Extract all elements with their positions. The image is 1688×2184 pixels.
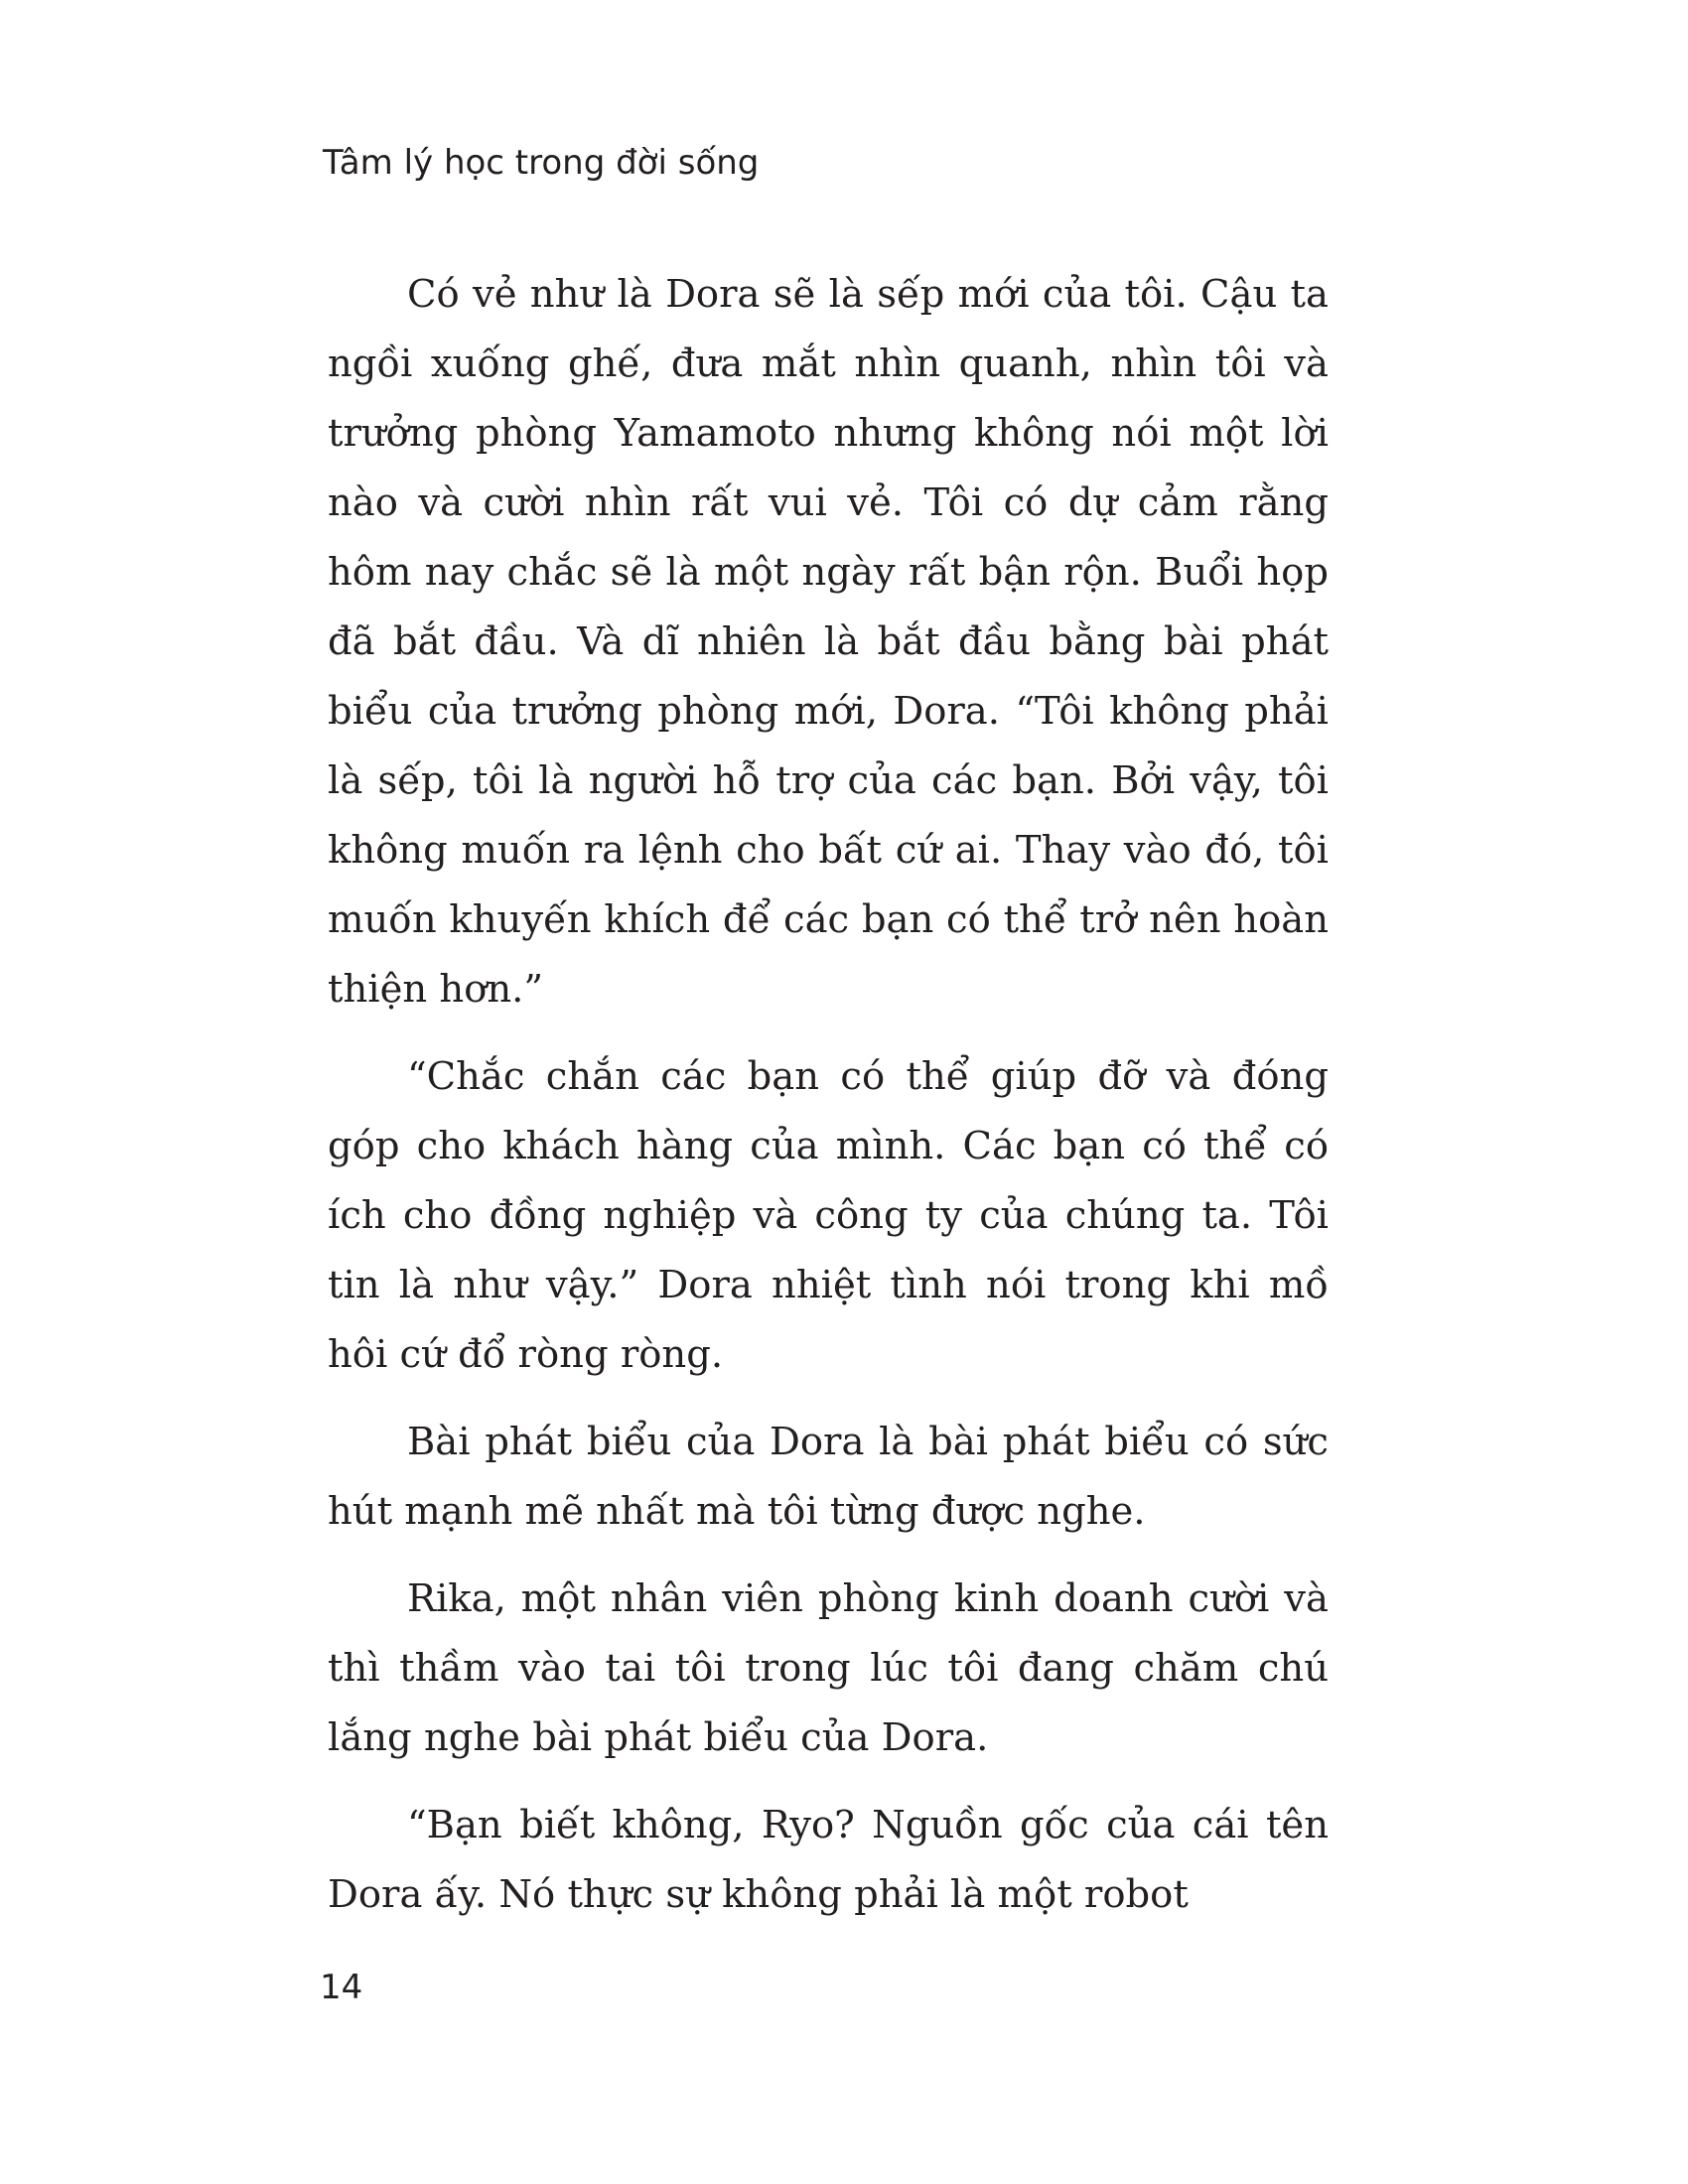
page-number: 14 — [320, 1968, 363, 2007]
paragraph: Bài phát biểu của Dora là bài phát biểu có sức hút mạnh mẽ nhất mà tôi từng được nghe. — [328, 1420, 1329, 1534]
running-header: Tâm lý học trong đời sống — [323, 143, 760, 183]
paragraph: “Bạn biết không, Ryo? Nguồn gốc của cái tên Dora ấy. Nó thực sự không phải là một robot — [328, 1803, 1329, 1917]
paragraph: Có vẻ như là Dora sẽ là sếp mới của tôi. Cậu ta ngồi xuống ghế, đưa mắt nhìn quanh, nhìn tôi và trưởng phòng Yamamoto nhưng không nói một lời nào và cười nhìn rất vui vẻ. Tôi có dự cảm rằng hôm nay chắc sẽ là một ngày rất bận rộn. Buổi họp đã bắt đầu. Và dĩ nhiên là bắt đầu bằng bài phát biểu của trưởng phòng mới, Dora. “Tôi không phải là sếp, tôi là người hỗ trợ của các bạn. Bởi vậy, tôi không muốn ra lệnh cho bất cứ ai. Thay vào đó, tôi muốn khuyến khích để các bạn có thể trở nên hoàn thiện hơn.” — [328, 272, 1329, 1012]
paragraph: “Chắc chắn các bạn có thể giúp đỡ và đóng góp cho khách hàng của mình. Các bạn có thể có ích cho đồng nghiệp và công ty của chúng ta. Tôi tin là như vậy.” Dora nhiệt tình nói trong khi mồ hôi cứ đổ ròng ròng. — [328, 1054, 1329, 1377]
body-text — [328, 260, 1329, 1948]
paragraph: Rika, một nhân viên phòng kinh doanh cười và thì thầm vào tai tôi trong lúc tôi đang chăm chú lắng nghe bài phát biểu của Dora. — [328, 1576, 1329, 1760]
